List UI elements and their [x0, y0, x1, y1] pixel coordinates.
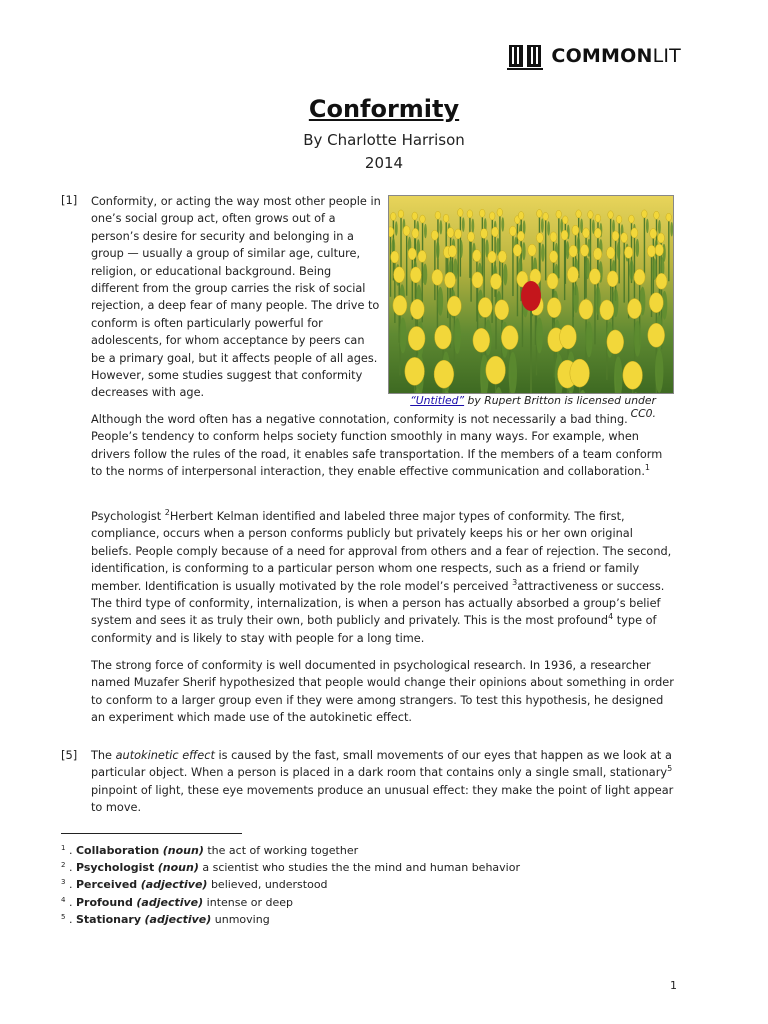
paragraph-5: The autokinetic effect is caused by the fast, small movements of our eyes that happen as we look at a particular object. When a person is placed in a dark room that contains only a single small, stationary$^5$ pinpoint of light, these eye movements produce an unusual effect: they make the point of light appear to move.: [91, 749, 674, 815]
page-number: 1: [670, 979, 677, 992]
footnote-5: $^5$ . Stationary (adjective) unmoving: [61, 912, 270, 926]
paragraph-4: The strong force of conformity is well documented in psychological research. In 1936, a researcher named Muzafer Sherif hypothesized that people would change their opinions about something in order to conform to a larger group even if they were among strangers. To test this hypothesis, he designed an experiment which made use of the autokinetic effect.: [91, 659, 674, 725]
author-byline: By Charlotte Harrison: [303, 131, 465, 149]
footnote-3: $^3$ . Perceived (adjective) believed, understood: [61, 878, 328, 892]
commonlit-logo: [507, 42, 681, 70]
book-icon: [507, 42, 543, 70]
red-tulip: [521, 281, 541, 311]
footnote-divider: [61, 833, 242, 834]
footnote-2: $^2$ . Psychologist (noun) a scientist who studies the the mind and human behavior: [61, 861, 520, 875]
footnote-ref-5: 5: [667, 764, 673, 774]
paragraph-1: Conformity, or acting the way most other people in one’s social group act, often grows out of a person’s desire for security and belonging in a group — usually a group of similar age, culture, religion, or educational background. Being different from the group carries the risk of social rejection, a deep fear of many people. The drive to conform is often particularly powerful for adolescents, for whom acceptance by peers can be a primary goal, but it affects people of all ages. However, some studies suggest that conformity decreases with age.: [91, 195, 381, 400]
paragraph-number-5: [5]: [61, 748, 78, 762]
footnote-4: $^4$ . Profound (adjective) intense or deep: [61, 895, 293, 909]
footnote-ref-2: 2: [164, 508, 170, 518]
paragraph-number-1: [1]: [61, 193, 78, 207]
paragraph-2: Although the word often has a negative connotation, conformity is not necessarily a bad thing. People’s tendency to conform helps society function smoothly in many ways. For example, when drivers follow the rules of the road, it enables safe transportation. If the members of a team conform to the norms of interpersonal interaction, they enable effective communication and collaboration.$^1$: [91, 413, 663, 479]
image-caption: “Untitled” by Rupert Britton is licensed under CC0.: [410, 394, 656, 420]
footnote-ref-3: 3: [512, 577, 518, 587]
brand-name: COMMONLIT: [551, 45, 681, 67]
caption-link[interactable]: “Untitled”: [410, 394, 465, 407]
footnote-1: $^1$ . Collaboration (noun) the act of working together: [61, 844, 359, 857]
footnotes: [61, 840, 520, 926]
paragraph-3: Psychologist $^2$Herbert Kelman identified and labeled three major types of conformity. The first, compliance, occurs when a person conforms publicly but privately keeps his or her own original beliefs. People comply because of a need for approval from others and a fear of rejection. The second, identification, is conforming to a particular person whom one respects, such as a friend or family member. Identification is usually motivated by the role model’s perceived $^3$attractiveness or success. The third type of conformity, internalization, is when a person has actually absorbed a group’s belief system and sees it as truly their own, both publicly and privately. This is the most profound$^4$ type of conformity and is likely to stay with people for a long time.: [91, 508, 672, 645]
footnote-ref-1: 1: [644, 463, 650, 473]
publication-year: 2014: [364, 154, 404, 172]
footnote-ref-4: 4: [608, 612, 614, 622]
tulip-field-image: [388, 195, 674, 394]
page-title: Conformity: [308, 95, 460, 123]
